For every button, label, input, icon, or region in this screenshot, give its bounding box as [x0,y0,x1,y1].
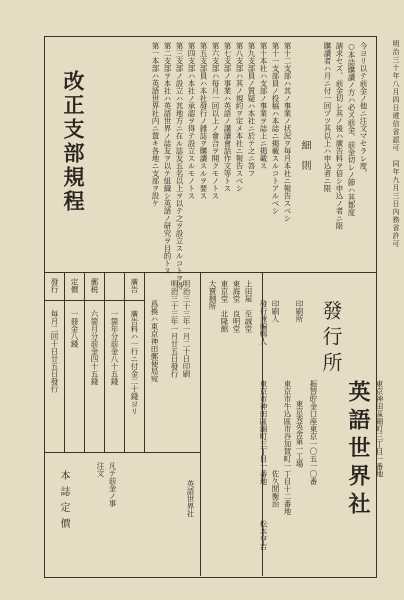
rule-item: 第一本部ハ英語世界社内ニ置キ各地ニ支部ヲ設ケ [151,42,160,207]
printer-label: 印刷所 [295,300,304,323]
agents-company: 英語世界社 [186,480,195,518]
price-header-price: 定價 [70,278,79,293]
notice-line: 購讀者ハ月ニ付一回ヅツ其以上ハ申込者ニ限 [323,42,332,192]
agents-line: 東京堂 北隆館 [220,280,229,333]
editor-address: 東京市神田區錦町三丁目一番地 [259,380,268,485]
price-single: 一冊金八錢 [70,310,79,348]
price-order-note: 凡テ前金ノ事 [108,462,117,507]
price-row-label: 本誌定價 [58,470,69,534]
rule-item: 第十本社ハ支部ノ事業ヲ誌上ニ掲載ス [259,42,268,170]
divider-agents [144,272,145,452]
rule-item: 第七支部ノ事業ハ英語ノ講讀會話作文等トス [223,42,232,192]
rule-item: 第三支部ノ設立ハ其地方ニ在ル誌友五名以上ヲ以テ之ヲ設立スルコトヲ得 [175,42,184,290]
printer-person: 佐久間衡治 [271,470,280,508]
issued-date: 明治三十三年一月廿五日發行 [170,280,179,378]
printed-date: 明治三十三年一月二十日印刷 [182,280,191,378]
price-col-line [84,272,85,452]
price-order: 注文 [96,462,105,477]
price-header-issue: 發行 [50,278,59,293]
agents-line: 上田屋 至誠堂 [244,280,253,333]
price-half-year: 六箇月分前金四十五錢 [90,310,99,385]
rule-item: 第四支部ハ本社ノ承認ヲ得テ設立スルモノトス [187,42,196,200]
publisher-company: 英語世界社 [345,380,371,520]
rule-item: 第二支部ヲ本社ハ英語世界ノ誌友ヲ以テ組織シ英語ノ研究ヲ目的トス [163,42,172,275]
rule-item: 第十二支部ハ其ノ事業ノ状況ヲ毎月本社ニ報告スベシ [283,42,292,222]
printer-person-label: 印刷人 [271,300,280,323]
rule-item: 第五支部員ハ本社發行ノ雜誌ヲ購讀スルヲ要ス [199,42,208,200]
issue-note: 每月二回十日廿五日發行 [50,310,59,393]
editor-label: 發行兼編輯人 [259,300,268,345]
agents-label: 大賣捌所 [208,280,217,310]
rule-item: 第十一支部員ノ投稿ハ本誌ニ掲載スルコトアルベシ [271,42,280,215]
mid-divider [44,272,376,273]
divider-imprint [200,272,201,576]
notice-heading: 細則 [299,140,310,180]
price-year: 一箇年分前金八十五錢 [110,310,119,385]
notice-line: 請求セズ、前金切レ其ノ後ハ廣告料ヲ倍シ申込ノ者ニ限 [335,42,344,230]
publisher-address: 東京神田區錦町三丁目一番地 [375,380,384,478]
publisher-phone: 振替貯金口座東京一〇五一〇番 [309,380,318,485]
publisher-title: 發行所 [319,300,343,378]
printer-address: 東京市牛込區市谷加賀町一丁目十二番地 [283,380,292,515]
price-col-line [64,272,65,452]
price-table-line [44,452,200,453]
rules-title: 改正支部規程 [61,70,86,214]
printer-name: 東京秀英舍第一工場 [295,400,304,468]
agents-line: 東海堂 良明堂 [232,280,241,333]
price-col-line [104,272,105,452]
price-ad-note: 廣告料ハ一行ニ付金二十錢ヨリ [130,310,139,415]
price-col-line [124,272,125,452]
price-table-line [44,300,144,301]
rule-item: 第九支部員ノ質疑ハ本社ニ於テ之ニ答フ [247,42,256,177]
editor-name: 松本亨吉 [259,520,268,550]
notice-line: 今ヨリ以テ前金ノ他ニ注文マセラレ度、 [359,42,368,177]
rule-item: 第八支部ハ其ノ規約ヲ定メ本社ニ報告スベシ [235,42,244,192]
price-remit: 爲換ハ東京神田郵便局宛 [150,300,159,383]
rule-item: 第六支部ハ毎月一回以上ノ會合ヲ開クモノトス [211,42,220,200]
notice-line: ○本誌購讀ノ方ハ必ズ前金、前金切レノ節ハ其都度 [347,42,356,216]
price-header-postage: 郵税 [90,278,99,293]
price-header-ad: 廣告 [130,278,139,293]
permit-line: 明治三十年八月四日遞信省認可 同年九月三日內務省許可 [392,40,400,248]
